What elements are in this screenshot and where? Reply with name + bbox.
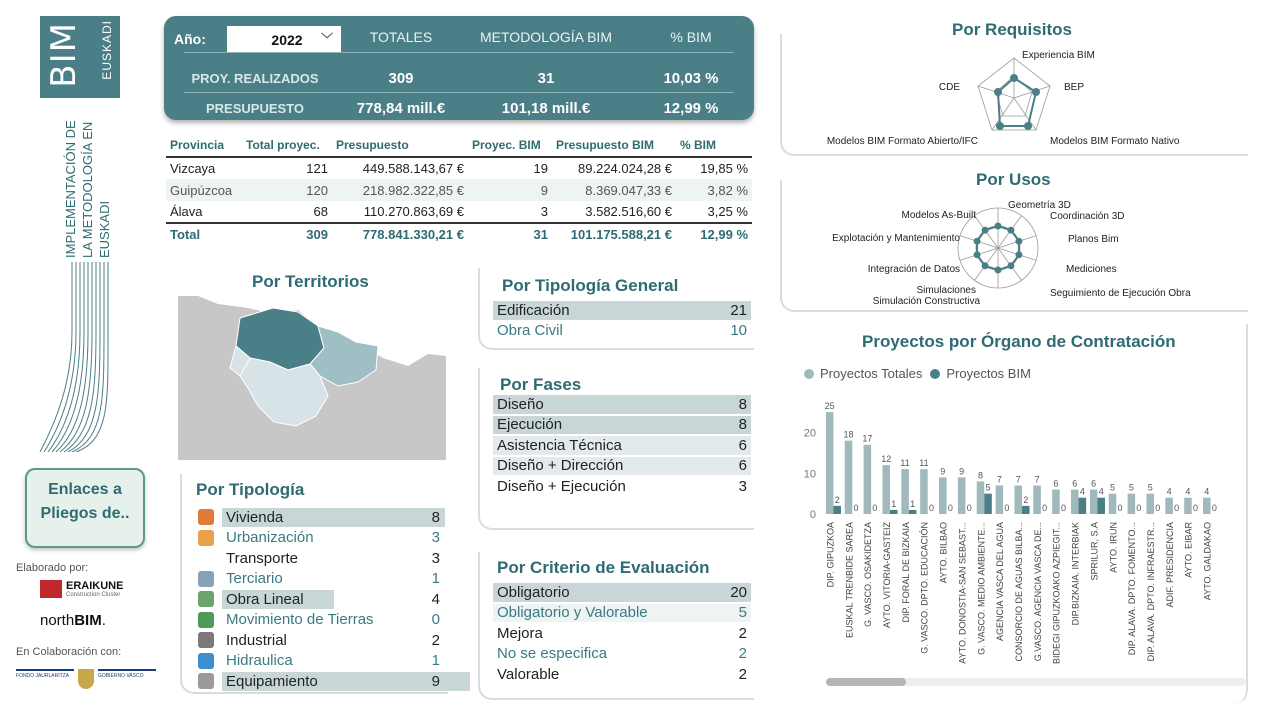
tipologia-list [196,507,444,692]
data-label: 0 [1004,503,1010,513]
y-tick-label: 10 [803,468,816,481]
radar-point[interactable] [974,238,981,245]
cell: 120 [242,179,332,201]
requisitos-radar [780,40,1248,156]
northbim-c: . [101,612,106,629]
gov-logo-2: GOBIERNO VASCO [98,669,156,689]
radar-axis-label: Integración de Datos [867,264,960,275]
item-label: Diseño + Dirección [497,457,624,475]
item-value: 8 [738,395,747,413]
list-item[interactable] [493,456,751,477]
radar-point[interactable] [1007,262,1014,269]
list-item[interactable] [493,603,751,624]
gobierno-vasco-logos [16,666,156,692]
data-label: 1 [910,498,916,509]
category-label: AYTO. EIBAR [1183,522,1194,578]
data-label: 7 [1015,474,1021,485]
radar-axis-label: Modelos BIM Formato Nativo [1050,136,1180,147]
cell: 68 [313,204,328,219]
data-label: 0 [928,503,934,513]
cell: 9 [468,179,552,201]
item-value: 5 [738,604,747,622]
fases-title: Por Fases [500,375,582,394]
data-label: 11 [919,458,929,469]
factory-icon [198,632,214,648]
bar[interactable] [1109,494,1117,514]
data-label: 4 [1166,486,1172,497]
item-value: 21 [730,301,747,319]
item-label: Movimiento de Tierras [226,611,374,629]
radar-axis-label: Modelos BIM Formato Abierto/IFC [826,136,978,147]
header-pct: % BIM [670,29,712,45]
gov-shield-icon [78,669,94,689]
legend-dot-bim [930,369,940,379]
radar-point[interactable] [982,262,989,269]
header-totales: TOTALES [369,29,433,45]
cell: 8.369.047,33 € [552,179,676,201]
bar[interactable] [1090,490,1098,514]
category-label: EUSKAL TRENBIDE SAREA [844,522,855,639]
item-label: Obra Civil [497,322,563,340]
list-item[interactable] [493,435,751,456]
territorios-title: Por Territorios [252,272,369,291]
year-label: Año: [174,31,206,47]
category-label: CONSORCIO DE AGUAS BILBA... [1014,522,1024,662]
summary-header-row [164,20,754,54]
data-label: 0 [1136,503,1142,513]
cell: 3,25 % [707,204,748,219]
eraikune-sub: Construction Cluster [66,592,121,598]
category-label: DIP. GIPUZKOA [825,522,836,588]
requisitos-title: Por Requisitos [952,20,1072,39]
category-label: DIP. ALAVA. DPTO. FOMENTO... [1127,522,1138,656]
bar[interactable] [890,510,898,514]
category-label: AYTO. GALDAKAO [1202,522,1213,601]
radar-point[interactable] [1015,251,1022,258]
category-label: AYTO. DONOSTIA-SAN SEBAST... [957,522,968,664]
summary-row-proyectos [164,66,754,90]
cell: Total [166,223,242,245]
data-label: 0 [872,503,878,513]
data-label: 4 [1079,486,1085,497]
tractor-icon [198,612,214,628]
cell: 449.588.143,67 € [362,161,464,176]
summary-separator [184,52,734,53]
data-label: 6 [1053,478,1059,489]
legend-dot-totales [804,369,814,379]
list-item[interactable] [493,664,751,685]
list-item[interactable] [493,476,751,497]
item-value: 0 [431,611,440,629]
bar[interactable] [984,494,992,514]
cell: 89.224.024,28 € [578,161,672,176]
cell: 309 [242,223,332,245]
data-label: 0 [1117,503,1123,513]
pliegos-links-button[interactable]: Enlaces a Pliegos de.. [25,468,145,548]
category-label: DIP. FORAL DE BIZKAIA [900,522,911,623]
eraikune-mark-icon [40,580,62,598]
category-label: SPRILUR, S.A [1089,522,1100,581]
list-item[interactable] [493,644,751,665]
northbim-a: north [40,612,75,629]
data-label: 5 [1110,482,1116,493]
cell: 3 [540,204,548,219]
criterio-title: Por Criterio de Evaluación [497,558,710,577]
list-item[interactable] [196,528,444,549]
radar-point[interactable] [1007,227,1014,234]
row-pct: 12,99 % [663,99,719,117]
item-value: 3 [738,477,747,495]
data-label: 0 [1042,503,1048,513]
data-label: 0 [1155,503,1161,513]
road-icon [198,591,214,607]
radar-point[interactable] [1032,88,1040,96]
bar[interactable] [909,510,917,514]
bar[interactable] [833,506,841,514]
radar-axis-label: CDE [938,82,960,93]
item-label: Diseño + Ejecución [497,477,626,495]
cell: 19 [533,161,548,176]
data-label: 0 [1211,503,1217,513]
bar[interactable] [920,469,928,514]
item-value: 2 [738,665,747,683]
list-item[interactable] [493,415,751,436]
radar-axis-label: Experiencia BIM [1022,50,1095,61]
bar[interactable] [1071,490,1079,514]
radar-axis-label: Coordinación 3D [1050,211,1125,222]
year-select[interactable] [226,25,342,53]
bar[interactable] [958,477,966,514]
radar-point[interactable] [982,227,989,234]
col-provincia[interactable]: Provincia [166,134,242,157]
radar-point[interactable] [1015,238,1022,245]
bar[interactable] [1165,498,1173,514]
elaborado-label: Elaborado por: [16,562,89,574]
gov-logo-1: FONDO JAURLARITZA [16,669,74,689]
northbim-logo [40,612,106,629]
bar[interactable] [826,412,834,514]
transport-icon [198,550,214,566]
cell: 121 [306,161,328,176]
category-label: G. VASCO. OSAKIDETZA [863,522,874,627]
category-label: DIP.BIZKAIA. INTERBIAK [1070,522,1081,626]
cell: 31 [468,223,552,245]
table-row[interactable] [166,157,752,179]
list-item[interactable] [196,548,444,569]
row-total: 778,84 mill.€ [356,99,446,117]
chart-scrollbar[interactable] [826,678,1246,686]
item-value: 1 [431,570,440,588]
data-label: 9 [959,466,965,477]
item-value: 9 [431,672,440,690]
data-label: 0 [853,503,859,513]
radar-point[interactable] [995,223,1002,230]
data-label: 0 [1060,503,1066,513]
logo-sub-text: EUSKADI [100,20,114,80]
tipologia-general-title: Por Tipología General [502,276,679,295]
water-icon [198,653,214,669]
col-presupuesto-bim[interactable]: Presupuesto BIM [552,134,676,157]
data-label: 4 [1204,486,1210,497]
cell: Guipúzcoa [166,179,242,201]
scrollbar-thumb[interactable] [826,678,906,686]
item-label: Urbanización [226,529,314,547]
item-value: 2 [738,645,747,663]
data-label: 17 [862,433,873,444]
radar-axis-label: BEP [1064,82,1085,93]
list-item[interactable] [493,394,751,415]
house-icon [198,509,214,525]
data-label: 11 [900,458,910,469]
item-value: 8 [738,416,747,434]
list-item[interactable] [196,671,444,692]
row-total: 309 [388,69,414,87]
row-label: PROY. REALIZADOS [191,70,319,86]
fases-list [493,394,751,497]
data-label: 7 [996,474,1002,485]
list-item[interactable] [493,300,751,321]
legend-label-bim[interactable]: Proyectos BIM [946,366,1031,381]
data-label: 18 [843,429,854,440]
data-label: 5 [985,482,991,493]
table-total-row [166,223,752,245]
y-tick-label: 20 [803,427,816,440]
category-label: AYTO. BILBAO [938,522,949,584]
bar[interactable] [1128,494,1136,514]
radar-point[interactable] [974,251,981,258]
bar[interactable] [1022,506,1030,514]
row-bim: 101,18 mill.€ [501,99,591,117]
category-label: BIDEGI GIPUZKOAKO AZPIEGIT... [1051,522,1062,665]
table-row[interactable] [166,179,752,201]
item-value: 6 [738,436,747,454]
data-label: 0 [947,503,953,513]
item-label: Obra Lineal [226,590,304,608]
list-item[interactable] [196,569,444,590]
col-pct-bim[interactable]: % BIM [676,134,752,157]
cell: Vizcaya [170,161,216,176]
bar[interactable] [1203,498,1211,514]
radar-point[interactable] [996,122,1004,130]
item-label: Asistencia Técnica [497,436,622,454]
bar[interactable] [1033,485,1041,514]
organo-bar-chart [796,388,1248,676]
header-bim: METODOLOGÍA BIM [480,29,612,45]
bar[interactable] [1146,494,1154,514]
item-label: Obligatorio y Valorable [497,604,648,622]
item-value: 3 [431,549,440,567]
summary-panel [164,16,754,120]
row-pct: 10,03 % [663,69,719,87]
bar[interactable] [977,481,985,514]
data-label: 2 [1023,494,1029,505]
item-label: Hidraulica [226,652,293,670]
data-label: 7 [1034,474,1040,485]
bar[interactable] [996,485,1004,514]
chevron-down-icon: ﹀ [320,32,333,46]
list-item[interactable] [493,321,751,342]
data-label: 4 [1185,486,1191,497]
colab-label: En Colaboración con: [16,646,122,658]
item-value: 6 [738,457,747,475]
item-label: Equipamiento [226,672,318,690]
radar-axis-label: Simulaciones [916,285,976,296]
item-label: Diseño [497,395,544,413]
building-icon [198,571,214,587]
data-label: 6 [1091,478,1097,489]
radar-point[interactable] [995,267,1002,274]
chart-legend [804,366,1031,381]
radar-point[interactable] [1024,122,1032,130]
bar[interactable] [1052,490,1060,514]
item-label: Ejecución [497,416,563,434]
cell: 3,82 % [676,179,752,201]
chart-title: Proyectos por Órgano de Contratación [862,332,1176,351]
item-label: Valorable [497,665,560,683]
category-label: G.VASCO. AGENCIA VASCA DE... [1032,522,1043,662]
item-label: Vivienda [226,508,284,526]
cell: 101.175.588,21 € [552,223,676,245]
category-label: AYTO. IRUN [1108,522,1119,573]
item-value: 4 [431,590,440,608]
list-item[interactable] [493,582,751,603]
territorios-map [178,296,446,460]
item-value: 2 [431,631,440,649]
category-label: G. VASCO. MEDIO AMBIENTE... [976,522,987,655]
radar-axis-label: Modelos As-Built [901,210,976,221]
item-label: Terciario [226,570,283,588]
list-item[interactable] [196,651,444,672]
item-value: 2 [738,624,747,642]
item-value: 8 [431,508,440,526]
bar[interactable] [901,469,909,514]
radar-axis-label: Seguimiento de Ejecución Obra [1050,288,1191,299]
table-header-row [166,134,752,157]
list-item[interactable] [493,623,751,644]
item-value: 10 [730,322,747,340]
bar[interactable] [1014,485,1022,514]
radar-axis-label: Planos Bim [1068,234,1119,245]
cell: Álava [170,204,203,219]
logo-main-text: BIM [44,22,84,88]
item-label: Obligatorio [497,583,570,601]
data-label: 5 [1128,482,1134,493]
list-item[interactable] [196,507,444,528]
col-total[interactable]: Total proyec. [242,134,332,157]
radar-axis-label: Geometría 3D [1008,200,1071,211]
bar[interactable] [882,465,890,514]
bar[interactable] [1184,498,1192,514]
legend-label-totales[interactable]: Proyectos Totales [820,366,923,381]
table-row[interactable] [166,201,752,223]
item-label: Edificación [497,301,570,319]
row-label: PRESUPUESTO [205,100,304,116]
criterio-list [493,582,751,685]
radar-axis-label: Explotación y Mantenimiento [832,233,960,244]
bar[interactable] [845,441,853,514]
bar[interactable] [1097,498,1105,514]
eraikune-logo [40,580,123,598]
cell: 110.270.863,69 € [363,204,464,219]
bar[interactable] [864,445,872,514]
data-label: 5 [1147,482,1153,493]
summary-row-presupuesto [164,96,754,120]
bar[interactable] [939,477,947,514]
list-item[interactable] [196,589,444,610]
tipologia-general-list [493,300,751,341]
item-value: 1 [431,652,440,670]
y-tick-label: 0 [809,509,816,521]
urbanization-icon [198,530,214,546]
category-label: G. VASCO. DPTO. EDUCACIÓN [919,522,930,654]
data-label: 0 [1174,503,1180,513]
northbim-b: BIM [74,612,102,629]
data-label: 8 [978,470,984,481]
sidebar-title: IMPLEMENTACIÓN DE LA METODOLOGÍA EN EUSKADI [63,120,112,258]
eraikune-name: ERAIKUNE [66,580,124,592]
data-label: 6 [1072,478,1078,489]
bim-euskadi-logo [40,16,120,98]
category-label: DIP. ALAVA. DPTO. INFRAESTR... [1146,522,1156,662]
cell: 3.582.516,60 € [585,204,672,219]
item-value: 20 [730,583,747,601]
cell: 218.982.322,85 € [332,179,468,201]
category-label: AGENCIA VASCA DEL AGUA [995,522,1006,642]
data-label: 2 [834,494,840,505]
radar-axis-label: Mediciones [1066,264,1117,275]
category-label: ADIF. PRESIDENCIA [1164,522,1175,608]
province-table [166,134,752,245]
cell: 12,99 % [676,223,752,245]
usos-radar [780,192,1248,308]
bar[interactable] [1079,498,1087,514]
tipologia-title: Por Tipología [196,480,305,499]
year-value: 2022 [271,32,303,48]
data-label: 0 [1192,503,1198,513]
usos-title: Por Usos [976,170,1051,189]
item-label: Industrial [226,631,287,649]
category-label: AYTO. VITORIA-GASTEIZ [882,522,892,629]
data-label: 12 [881,454,892,465]
wrench-icon [198,673,214,689]
radar-point[interactable] [994,88,1002,96]
col-proyec-bim[interactable]: Proyec. BIM [468,134,552,157]
cell: 19,85 % [700,161,748,176]
item-value: 3 [431,529,440,547]
data-label: 9 [940,466,946,477]
row-bim: 31 [537,69,555,87]
data-label: 1 [891,498,897,509]
data-label: 25 [824,401,835,412]
year-filter [164,20,346,54]
col-presupuesto[interactable]: Presupuesto [332,134,468,157]
list-item[interactable] [196,610,444,631]
item-label: No se especifica [497,645,608,663]
data-label: 4 [1098,486,1104,497]
item-label: Transporte [226,549,298,567]
cell: 778.841.330,21 € [332,223,468,245]
item-label: Mejora [497,624,543,642]
radar-axis-label: Simulación Constructiva [872,296,980,307]
data-label: 0 [966,503,972,513]
summary-separator [184,92,734,93]
list-item[interactable] [196,630,444,651]
radar-point[interactable] [1010,74,1018,82]
decorative-lines [36,262,126,452]
